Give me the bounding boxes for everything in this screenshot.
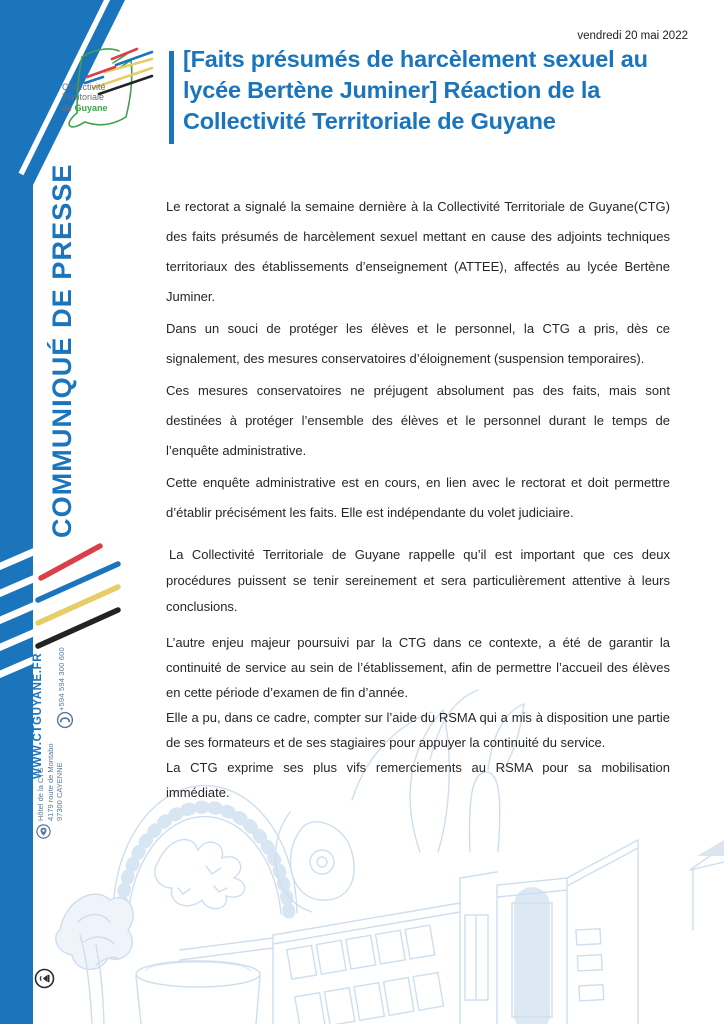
address-line: 4179 route de Montabo (45, 743, 55, 821)
address-block (36, 743, 65, 821)
phone-number: +594 594 300 600 (57, 647, 66, 711)
logo-text-line1: Collectivité (62, 82, 106, 92)
paragraph-6: L’autre enjeu majeur poursuivi par la CTG dans ce contexte, a été de garantir la continuité de service au sein de l’établissement, afin de permettre l’accueil des élèves en cette période d’examen de fin d’année. (166, 635, 670, 700)
paragraph-3: Ces mesures conservatoires ne préjugent absolument pas des faits, mais sont destinées à protéger l’ensemble des élèves et le personnel durant le temps de l’enquête administrative. (166, 383, 670, 458)
page-title (183, 44, 703, 137)
left-blue-band (0, 0, 170, 1024)
speaker-icon (34, 968, 55, 989)
paragraph-5: La Collectivité Territoriale de Guyane rappelle qu’il est important que ces deux procédures puissent se tenir sereinement et sera particulièrement attentive à leurs conclusions. (166, 547, 670, 614)
address-line: 97300 CAYENNE (55, 762, 64, 821)
title-line-1: [Faits présumés de harcèlement sexuel au (183, 46, 648, 72)
paragraph-8: La CTG exprime ses plus vifs remerciements au RSMA pour sa mobilisation immédiate. (166, 760, 670, 800)
address-line: Hôtel de la CTG (36, 767, 45, 821)
logo-text-line3: de Guyane (62, 103, 108, 113)
title-line-3: Collectivité Territoriale de Guyane (183, 108, 556, 134)
paragraph-7: Elle a pu, dans ce cadre, compter sur l’aide du RSMA qui a mis à disposition une partie de ses formateurs et de ses stagiaires pour appuyer la continuité du service. (166, 710, 670, 750)
date: vendredi 20 mai 2022 (577, 30, 688, 42)
communique-de-presse-banner: COMMUNIQUÉ DE PRESSE (47, 163, 77, 538)
paragraph-4: Cette enquête administrative est en cours, en lien avec le rectorat et doit permettre d’établir précisément les faits. Elle est indépendante du volet judiciaire. (166, 475, 670, 520)
brand-stripes (38, 546, 118, 646)
ctg-logo (55, 35, 167, 135)
phone-icon (56, 711, 74, 729)
paragraph-1: Le rectorat a signalé la semaine dernière à la Collectivité Territoriale de Guyane(CTG) des faits présumés de harcèlement sexuel mettant en cause des adjoints techniques territoriaux des établissements d’enseignement (ATTEE), affectés au lycée Bertène Juminer. (166, 199, 670, 304)
title-accent-bar (169, 51, 174, 144)
press-release-body (166, 192, 670, 805)
website-url: WWW.CTGUYANE.FR (32, 652, 44, 779)
title-line-2: lycée Bertène Juminer] Réaction de la (183, 77, 601, 103)
location-pin-icon (36, 824, 51, 839)
paragraph-2: Dans un souci de protéger les élèves et le personnel, la CTG a pris, dès ce signalement, des mesures conservatoires d’éloignement (suspension temporaires). (166, 321, 670, 366)
logo-text-line2: Territoriale (62, 92, 105, 102)
